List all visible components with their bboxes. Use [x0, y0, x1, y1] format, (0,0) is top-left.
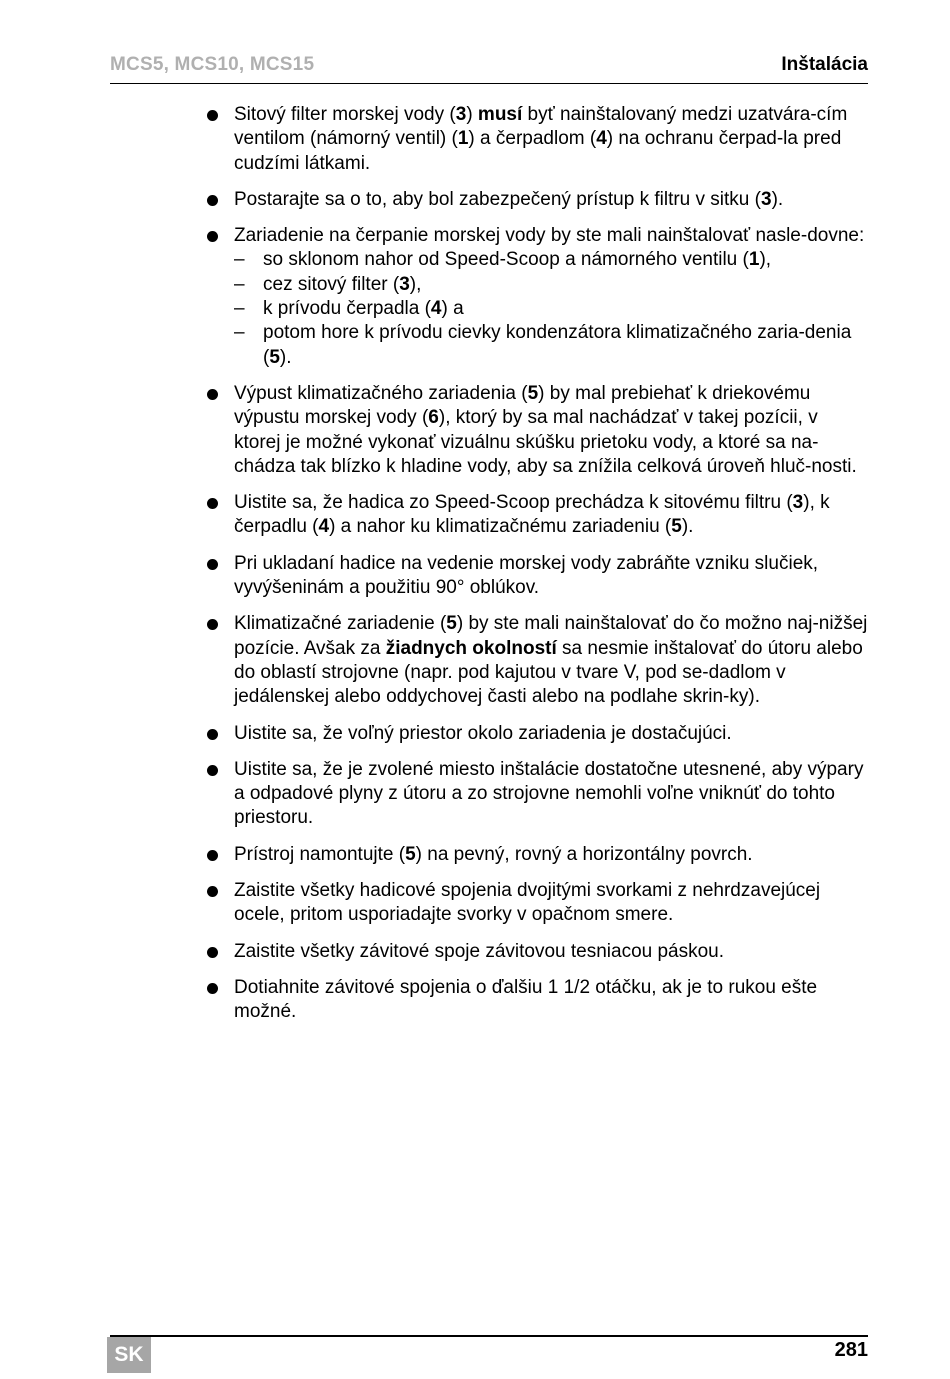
dash-icon: –: [234, 249, 245, 271]
list-item: [205, 940, 869, 964]
bullet-icon: [207, 498, 218, 509]
item-text: Uistite sa, že voľný priestor okolo zariadenia je dostačujúci.: [234, 722, 732, 744]
header-product-models: MCS5, MCS10, MCS15: [110, 54, 315, 75]
list-item: [205, 758, 869, 831]
bullet-icon: [207, 765, 218, 776]
item-text: Zariadenie na čerpanie morskej vody by ste mali nainštalovať nasle-dovne:: [234, 225, 865, 247]
list-item: [205, 843, 869, 867]
list-item: [205, 552, 869, 601]
dash-icon: –: [234, 322, 245, 344]
page-number: 281: [834, 1339, 868, 1361]
item-text: Uistite sa, že hadica zo Speed-Scoop prechádza k sitovému filtru (3), k čerpadlu (4) a nahor ku klimatizačnému zariadeniu (5).: [234, 492, 830, 538]
instruction-list: [205, 103, 869, 1037]
dash-icon: –: [234, 298, 245, 320]
item-text: Výpust klimatizačného zariadenia (5) by mal prebiehať k driekovému výpustu morskej vody (6), ktorý by sa mal nachádzať v takej pozícii, v ktorej je možné vykonať vizuálnu skúšku prietoku vody, a ktoré sa na-chádza tak blízko k hladine vody, aby sa znížila celková úroveň hluč-nosti.: [234, 382, 857, 477]
bullet-icon: [207, 850, 218, 861]
bullet-icon: [207, 983, 218, 994]
item-text: Klimatizačné zariadenie (5) by ste mali nainštalovať do čo možno naj-nižšej pozície. Avšak za žiadnych okolností sa nesmie inštalovať do útoru alebo do oblastí strojovne (napr. pod kajutou v tvare V, pod se-dadlom v jedálenskej alebo oddychovej časti alebo na podlahe skrin-ky).: [234, 613, 868, 708]
bullet-icon: [207, 389, 218, 400]
item-text: Pri ukladaní hadice na vedenie morskej vody zabráňte vzniku slučiek, vyvýšeninám a použitiu 90° oblúkov.: [234, 552, 819, 599]
item-text: Sitový filter morskej vody (3) musí byť nainštalovaný medzi uzatvára-cím ventilom (námorný ventil) (1) a čerpadlom (4) na ochranu čerpad-la pred cudzími látkami.: [234, 104, 848, 174]
list-item: [205, 976, 869, 1025]
bullet-icon: [207, 886, 218, 897]
bullet-icon: [207, 110, 218, 121]
bullet-icon: [207, 947, 218, 958]
bullet-icon: [207, 619, 218, 630]
language-badge: SK: [107, 1337, 151, 1373]
header-divider: [110, 83, 868, 84]
list-item: [205, 722, 869, 746]
dash-icon: –: [234, 273, 245, 295]
list-item: [205, 224, 869, 370]
list-item: [205, 491, 869, 540]
sub-list: [234, 248, 869, 369]
header-section-title: Inštalácia: [781, 54, 868, 75]
item-text: Dotiahnite závitové spojenia o ďalšiu 1 1/2 otáčku, ak je to rukou ešte možné.: [234, 976, 818, 1023]
sub-list-item: – so sklonom nahor od Speed-Scoop a námorného ventilu (1),: [234, 248, 869, 272]
footer-divider: [110, 1335, 868, 1337]
list-item: [205, 612, 869, 709]
item-text: Uistite sa, že je zvolené miesto inštalácie dostatočne utesnené, aby výpary a odpadové plyny z útoru a zo strojovne nemohli voľne vniknúť do tohto priestoru.: [234, 758, 864, 829]
sub-list-item: – cez sitový filter (3),: [234, 273, 869, 297]
item-text: Prístroj namontujte (5) na pevný, rovný a horizontálny povrch.: [234, 843, 753, 865]
sub-list-item: – k prívodu čerpadla (4) a: [234, 297, 869, 321]
list-item: [205, 188, 869, 212]
item-text: Zaistite všetky hadicové spojenia dvojitými svorkami z nehrdzavejúcej ocele, pritom usporiadajte svorky v opačnom smere.: [234, 880, 821, 926]
bullet-icon: [207, 195, 218, 206]
list-item: [205, 879, 869, 928]
list-item: [205, 382, 869, 479]
item-text: Zaistite všetky závitové spoje závitovou tesniacou páskou.: [234, 940, 725, 962]
list-item: [205, 103, 869, 176]
bullet-icon: [207, 231, 218, 242]
bullet-icon: [207, 559, 218, 570]
item-text: Postarajte sa o to, aby bol zabezpečený prístup k filtru v sitku (3).: [234, 188, 784, 210]
bullet-icon: [207, 729, 218, 740]
sub-list-item: – potom hore k prívodu cievky kondenzátora klimatizačného zaria-denia (5).: [234, 322, 852, 368]
